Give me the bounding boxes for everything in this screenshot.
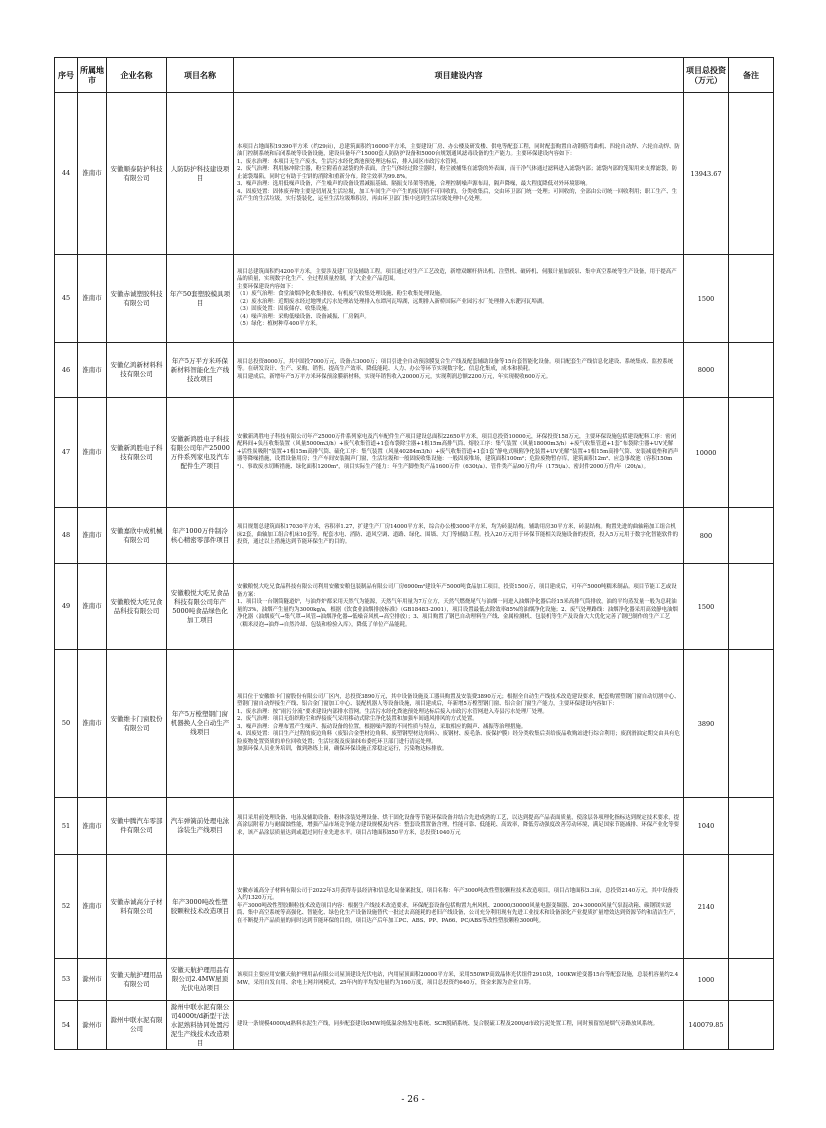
row-company: 安徽维卡门窗股份有限公司 [107,650,167,798]
row-content [234,255,684,343]
row-project: 年产5万樘塑钢门窗机器换人全自动生产线项目 [167,650,234,798]
content-line: 主要环保建设内容如下： [237,283,297,290]
row-project: 安徽新鸿胜电子科技有限公司年产25000万件系列家电及汽车配件生产项目 [167,398,234,508]
content-line: 该项目主要应用安徽天航护理用品有限公司屋顶建设光伏电站，内用屋顶面积20000平方米，采用550WP高效晶体光伏组件2910块，100KW逆变器15台等配套设施，总装机容量约2.4MW，采用自发自用、余电上网并网模式，25年内的平均发电量约为160万度，项目总投资约640万，资金来源为企业自筹。 [237,972,679,986]
table-row [55,959,774,1001]
row-remark [729,650,774,798]
header-city: 所属地市 [78,58,107,93]
content-line: 1、废水治理：按“雨污分流”要求建设内部排水管网。生活污水经化粪池预处理达标后接入市政污水管网进入寿县污水处理厂处理。 [237,708,548,715]
row-city: 淮南市 [78,508,107,564]
table-row [55,798,774,855]
row-content [234,508,684,564]
row-investment: 800 [684,508,729,564]
row-content [234,93,684,255]
row-seq: 51 [55,798,78,855]
content-line: 安徽新鸿胜电子科技有限公司年产25000万件系列家电及汽车配件生产项目建设总面积22650平方米，项目总投资10000元，环保投资158万元，主要环保设施包括建设配料工序：密闭配料间+负压收集装置（风量5000m3/h）+废气收集管道+1套布袋除尘器+1根15m高排气筒、熔胶工序：集气装置（风量18000m3/h）+废气收集管道+1套“布袋除尘器+UV光解+活性炭吸附”装置+1根15m高排气筒、硫化工序：集气装置（风量40284m3/h）+废气收集管道+1套1套“静电式吸附净化装置+UV光解”装置+1根15m高排气筒、安装减震垫和消声器等降噪措施，设置设备用房；生产车间安装隔声门窗，生活垃圾和一般固废收集设施：一般固废堆场，建筑面积100m²；危险废物暂存库，建筑面积12m²、应急事故池（容积150m³）、事故废水切断措施、绿化面积1200m²，项目实际生产能力：年生产脚垫类产品1600万件（630t/a）、管件类产品90万件/年（175t/a）、密封件2000万件/年（20t/a）。 [237,433,679,470]
content-line: （2）废水治理：近期废水经过地埋式污水处理站处理排入东谭河瓦埠湖，远期排入新桥国际产业园污水厂处理排入东淝河瓦埠湖。 [237,298,548,305]
row-investment: 8000 [684,343,729,398]
row-project: 年产5万平方米环保新材料智能化生产线技改项目 [167,343,234,398]
row-city: 淮南市 [78,398,107,508]
row-investment: 3890 [684,650,729,798]
row-investment: 1040 [684,798,729,855]
table-row [55,398,774,508]
row-investment: 1500 [684,255,729,343]
row-city: 淮南市 [78,255,107,343]
row-remark [729,93,774,255]
row-seq: 53 [55,959,78,1001]
row-seq: 47 [55,398,78,508]
table-row [55,93,774,255]
row-project: 安徽天航护理用品有限公司2.4MW屋顶光伏电站项目 [167,959,234,1001]
row-investment: 1500 [684,564,729,650]
row-content [234,798,684,855]
row-city: 滁州市 [78,1001,107,1050]
content-line: 建设一条规模4000t/d熟料水泥生产线，同步配套建设6MW纯低温余热发电系统、SCR脱硝系统、复合脱硫工程及200t/d市政污泥处置工程，同时预留窑尾烟气旁路放风系统。 [237,1021,659,1028]
row-company: 安徽中腾汽车零部件有限公司 [107,798,167,855]
content-line: 项目总建筑面积约4200平方米，主要涉及建厂房及辅助工程。项目通过对生产工艺改造，新增双螺杆挤出机、注塑机、破碎机、伺服计量加液泵、集中真空系统等生产设备，用于提高产品的质量，实现数字化生产、全过程质量控制，扩大企业产品范围。 [237,268,677,282]
content-line: 本项目占地面积19390平方米（约29亩），总建筑面积约16000平方米，主要建设厂房、办公楼及研发楼、供电等配套工程，同时配套购置自动钢筋弯曲机、四轮自动焊、六轮自动焊、防油门控制系统和启闭系统等设备设施，建设具备年产15000套人防防护设备和5000台规划通风滤毒设备的生产能力。主要环保建设内容如下： [237,143,680,157]
project-table [54,57,774,1050]
row-seq: 52 [55,855,78,959]
table-body [55,93,774,1050]
content-line: （5）绿化：植树种草400平方米。 [237,321,321,327]
content-line: 年产3000吨改性塑胶颗粒技术改造项目内容：根据生产线技术改造要求，环保配套设备包括购置九州风机、20000/30000风量电器变频器、20+30000风量气泵混动箱、碳钢镁实滤筒、集中高空系统等高强化、智能化、绿色化生产设备设施替代一批过去高能耗的老旧产线设备，公司充分利用现有先进工业技术和设备深化产业提质扩量增效达到资源节约和清洁生产，在不断提升产品质量的同时达到节能环保的目的，项目达产后年加工PC、ABS、PP、PA66、PC/ABS等改性塑胶颗粒3000吨。 [237,902,680,924]
row-company: 安徽赤诚塑胶科技有限公司 [107,255,167,343]
content-line: （3）固废处置：固废储存、收集设施。 [237,306,333,312]
row-content [234,1001,684,1050]
row-project: 安徽粮悦大吃兄食品科技有限公司年产5000吨食品绿色化加工项目 [167,564,234,650]
row-company: 安徽顺泰防护科技有限公司 [107,93,167,255]
row-seq: 44 [55,93,78,255]
row-company: 安徽嘉欣中成机械有限公司 [107,508,167,564]
row-content [234,343,684,398]
content-line: 项目采用前处理设备、电泳及辅助设备、粉体涂装处理设备、烘干固化设备等节能环保设备并结合先进成熟的工艺，以达到提高产品表面质量，使涂层各项理化指标达到规定技术要求，提高涂层附着力与耐腐蚀性能，增强产品市场竞争能力建设规模及内容：整套设置置备含理，性能可靠、低能耗、高效率，降低劳动强度改善劳动环境，满足国家节能减排、环保产业化等要求，该产品涂层质量达到或超过同行业先进水平。项目占地面积850平方米，总投资1040万元 [237,814,680,836]
header-seq: 序号 [55,58,78,93]
row-project: 人防防护科技建设项目 [167,93,234,255]
row-content [234,650,684,798]
content-line: 2、废气治理：利用脉冲除尘器，粉尘附着在滤袋的外表面，含尘气体经过除尘器时，粉尘被捕集在滤袋的外表面，而干净气体通过滤料进入滤袋内部；滤袋内部的笼架用来支撑滤袋，防止滤袋塌陷，同时它有助于尘饼的消除和重新分布。除尘效率为99.8%。 [237,166,678,180]
row-seq: 48 [55,508,78,564]
row-remark [729,255,774,343]
row-remark [729,798,774,855]
row-project: 年产3000吨改性塑胶颗粒技术改造项目 [167,855,234,959]
header-project: 项目名称 [167,58,234,93]
row-project: 年产50套塑胶模具项目 [167,255,234,343]
content-line: 1、废水治理：本项目无生产废水，生活污水经化粪池预处理达标后，排入园区市政污水管网。 [237,158,462,165]
table-row [55,650,774,798]
table-row [55,1001,774,1050]
content-line: 项目总投资8000万，其中固投7000万元，设备占3000万；项目引进全自动预涂膜复合生产线及配套辅助设备等15台套智能化设备。项目配套生产线信息化建设、系统集成、监控系统等。在研发设计、生产、采购、销售、提高生产效率、降低能耗、人力、办公等环节实现数字化、信息化集成，成本和损耗。 [237,358,674,373]
row-remark [729,855,774,959]
content-line: 安徽赤诚高分子材料有限公司于2022年3月获得寿县经济和信息化局备案批复，项目名称：年产3000吨改性塑胶颗粒技术改造项目，项目占地面积3.3亩，总投资2140万元，其中设备投入约1320万元。 [237,887,679,902]
header-company: 企业名称 [107,58,167,93]
content-line: 3、噪声治理：合理布置产生噪声、振动设备的位置，根据噪声源的不同性质与特点，采取相应的隔声、减振等治理措施。 [237,723,527,730]
row-company: 安徽亿鸿新材料科技有限公司 [107,343,167,398]
row-remark [729,1001,774,1050]
table-row [55,564,774,650]
row-company: 安徽天航护理用品有限公司 [107,959,167,1001]
row-content [234,564,684,650]
row-investment: 10000 [684,398,729,508]
row-company: 滁州中联水泥有限公司 [107,1001,167,1050]
row-seq: 46 [55,343,78,398]
content-line: 项目建成后，新增年产5万平方米环保预涂膜新材料，实现年销售收入20000万元，实现利润总额2200万元，年实现税收600万元。 [237,373,552,380]
content-line: 4、固废处置：固体废弃物主要是切屑及生活垃圾，加工车间生产中产生的废切屑不可回收的，分类收集后，交由环卫部门统一处理；可回收的，全部由公司统一回收利用；职工生产、生活产生的生活垃圾，实行袋装化，运至生活垃圾堆积房，再由环卫部门集中送到生活垃圾处理中心处理。 [237,188,678,202]
row-city: 淮南市 [78,343,107,398]
table-row [55,508,774,564]
row-city: 淮南市 [78,564,107,650]
content-line: 加强环保人员业务培训，做到熟练上岗，确保环保设施正常稳定运行，污染物达标排放。 [237,746,448,752]
row-content [234,959,684,1001]
row-investment: 13943.67 [684,93,729,255]
row-remark [729,508,774,564]
row-investment: 140079.85 [684,1001,729,1050]
table-row [55,343,774,398]
row-seq: 54 [55,1001,78,1050]
content-line: 4、固废处置：项目生产过程的废边角料（废铝合金型材边角料、废塑钢型材边角料）、废钢材、废毛条、废保护膜）经分类收集后卖给废品收购站进行综合利用；废润滑油定期交由具有危险废物处置资质的单位回收处置；生活垃圾及废油抹布委托环卫部门进行清运处理。 [237,731,680,745]
table-header-row [55,58,774,93]
row-city: 淮南市 [78,798,107,855]
content-line: 安徽粮悦大吃兄食品科技有限公司利用安徽安粮包装制品有限公司厂房6900m²建设年产5000吨食品加工项目，投资1500万，项目建成后，可年产5000吨糯米制品。项目节能工艺或设备方案： [237,584,677,598]
content-line: （4）噪声治理：采购低噪设备、设备减振、厂房隔声。 [237,313,370,320]
row-investment: 1000 [684,959,729,1001]
row-city: 淮南市 [78,855,107,959]
content-line: 3、噪声治理：选用低噪声设备，产生噪声的设备设置减振基础、隔振支吊架等措施，合理控制噪声源布局，隔声降噪，最大程度降低对外环境影响。 [237,181,591,187]
row-remark [729,398,774,508]
row-company: 安徽粮悦大吃兄食品科技有限公司 [107,564,167,650]
page-number: - 26 - [401,1095,425,1105]
row-remark [729,343,774,398]
row-investment: 2140 [684,855,729,959]
content-line: 项目规划总建筑面积17030平方米，容积率1.27，扩建生产厂房14000平方米，综合办公楼3000平方米，均为砖混结构。辅助用房30平方米，砖混结构。购置先进的曲轴箱加工组合机床2套，曲轴加工组合机床10套等。配套水电、消防、道风空调、道路、绿化、围墙、大门等辅助工程。投入20万元用于环保节能相关设施设备的投资，投入5万元用于数字化智能软件的投资，通过以上措施达到节能环保生产的目的。 [237,524,679,546]
row-remark [729,564,774,650]
row-content [234,398,684,508]
header-investment: 项目总投资（万元） [684,58,729,93]
content-line: 项目位于安徽维卡门窗股份有限公司厂区内，总投资3890万元，其中设备设施及工器具购置及安装费3890万元；根据全自动生产线技术改造建设要求，配套购置塑钢门窗自动切割中心、塑钢门窗自动焊接生产线、铝合金门窗加工中心、装配机器人等设备设施，项目建成后，年新增5万樘塑钢门窗、铝合金门窗生产能力，主要环保建设内容如下： [237,693,680,707]
row-project: 滁州中联水泥有限公司4000t/d新型干法水泥熟料协同处置污泥生产线技术改造项目 [167,1001,234,1050]
project-table-sheet [54,57,773,1050]
row-seq: 49 [55,564,78,650]
content-line: 1、项目设一台钢筒隧道炉，与油炸炉都采用天然气为能源，天然气年用量为7万立方，天然气燃烧尾气与油烟一同进入油烟净化器后经15米高排气筒排放，油的平均蒸发量一般为总耗油量的3%，油烟产生量约为3000kg/a，根据《饮食业油烟排放标准》（GB18483-2001），项目设置最低去除效率85%的油烟净化设施；2、废气处理路线：油烟净化器采用高效静电油烟净化器（油烟废气→集气罩→风管→油烟净化器→低噪音风机→高空排放）；3、项目购置了钢巴自动理料生产线、金属检测机、包装机等生产及设备大大优化完善了钢巴制作的生产工艺（糯米浸泡→油炸→自然冷却、包装和检验入库），降低了单位产品能耗。 [237,599,678,628]
row-project: 汽车弹簧前处理电泳涂装生产线项目 [167,798,234,855]
row-seq: 45 [55,255,78,343]
row-project: 年产1000万件制冷核心精密零部件项目 [167,508,234,564]
table-row [55,255,774,343]
row-company: 安徽新鸿胜电子科技有限公司 [107,398,167,508]
content-line: （1）废气治理：食堂油烟净化收集排放、有机废气收集处理设施、粉尘收集处理设施。 [237,291,446,297]
row-content [234,855,684,959]
header-content: 项目建设内容 [234,58,684,93]
row-city: 滁州市 [78,959,107,1001]
row-city: 淮南市 [78,93,107,255]
row-remark [729,959,774,1001]
header-remark: 备注 [729,58,774,93]
row-city: 淮南市 [78,650,107,798]
row-seq: 50 [55,650,78,798]
row-company: 安徽赤诚高分子材料有限公司 [107,855,167,959]
content-line: 2、废气治理：项目无组织粉尘和焊接废气采用移动式除尘净化装置和加强车间通风排风的方式处置。 [237,716,478,722]
table-row [55,855,774,959]
